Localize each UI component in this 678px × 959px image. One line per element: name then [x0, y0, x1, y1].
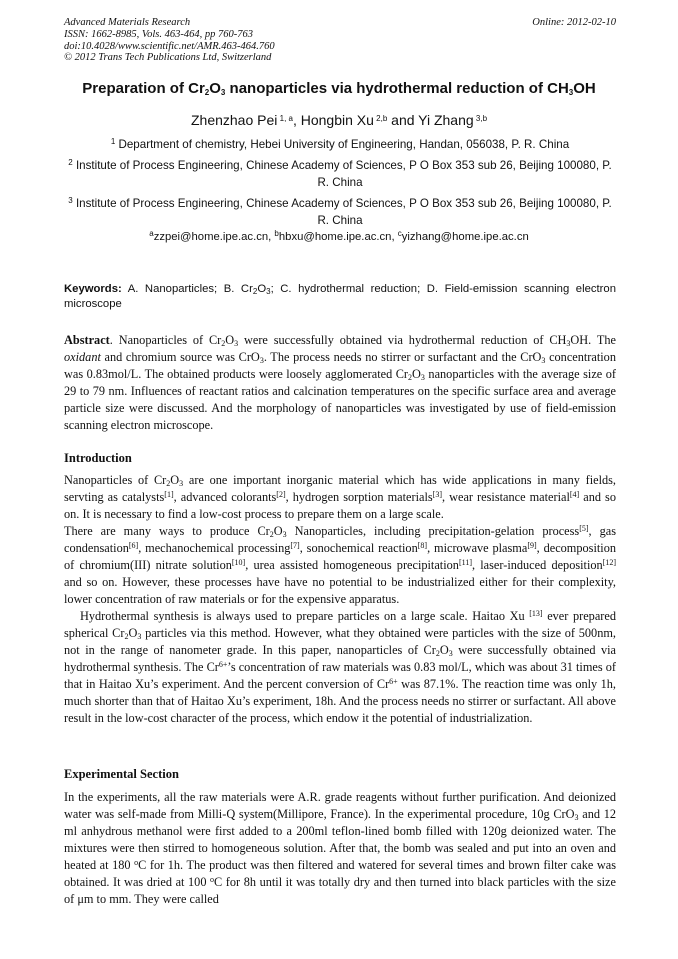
affiliation-1: $^1$ Department of chemistry, Hebei University of Engineering, Handan, 056038, P. R. China	[110, 137, 570, 151]
experimental-body	[64, 789, 616, 908]
experimental-heading: Experimental Section	[64, 767, 179, 781]
author-emails: $^a$zzpei@home.ipe.ac.cn, $^b$hbxu@home.ipe.ac.cn, $^c$yizhang@home.ipe.ac.cn	[149, 229, 529, 243]
journal-name: Advanced Materials Research	[64, 17, 191, 28]
intro-paragraph-1: Nanoparticles of $Cr_2O_3$ are one important inorganic material which has wide applications in many fields, servting as catalysts[1], advanced colorants[2], hydrogen sorption materials[3], wear resistance material[4] and so on. It is necessary to find a low-cost process to prepare them on a large scale.	[64, 473, 616, 521]
intro-paragraph-3: Hydrothermal synthesis is always used to prepare particles on a large scale. Haitao Xu [13] ever prepared spherical $Cr_2O_3$ particles via this method. However, what they obtained were particles with the size of 500nm, not in the range of nanometer grade. In this paper, nanoparticles of $Cr_2O_3$ were successfully obtained via hydrothermal synthesis. The $Cr^{6+}’s$ concentration of raw materials was 0.83 mol/L, which was about 31 times of that in Haitao Xu’s experiment. And the percent conversion of $Cr^{6+}$ was 87.1%. The reaction time was only 1h, much shorter than that of Haitao Xu’s experiment, 18h. And the process needs no stirrer or surfactant. All above result in the low-cost character of the process, which endow it the potential of industrialization.	[64, 609, 617, 725]
copyright-line: © 2012 Trans Tech Publications Ltd, Switzerland	[64, 52, 272, 64]
online-date: Online: 2012-02-10	[532, 17, 616, 28]
doi-line: doi:10.4028/www.scientific.net/AMR.463-464.760	[64, 40, 275, 52]
affiliation-3: $^3$ Institute of Process Engineering, Chinese Academy of Sciences, P O Box 353 sub 26, Beijing 100080, P. R. China	[68, 196, 612, 227]
author-list: Zhenzhao Pei $^{1, a}$, Hongbin Xu $^{2,b}$ and Yi Zhang $^{3,b}$	[190, 112, 488, 128]
abstract: Abstract. Nanoparticles of $Cr_2O_3$ were successfully obtained via hydrothermal reduction of $CH_3OH$. The oxidant and chromium source was CrO$_3$. The process needs no stirrer or surfactant and the CrO$_3$ concentration was 0.83mol/L. The obtained products were loosely agglomerated $Cr_2O_3$ nanoparticles with the average size of 29 to 79 nm. Influences of reactant ratios and calcination temperatures on the specific surface area and average particle size were discussed. And the morphology of nanoparticles was investigated by use of field-emission scanning electron microscope.	[64, 333, 616, 432]
journal-header	[64, 17, 275, 64]
experimental-paragraph-1: In the experiments, all the raw materials were A.R. grade reagents without further purification. And deionized water was self-made from Milli-Q system(Millipore, France). In the experimental procedure, 10g CrO$_3$ and 12 ml anhydrous methanol were first added to a 200ml teflon-lined bomb filled with 120g deionized water. The mixtures were then stirred to homogeneous solution. After that, the bomb was sealed and put into an oven and heated at 180 $^o$C for 1h. The product was then filtered and watered for several times and brown filter cake was obtained. It was dried at 100 $^o$C for 8h until it was totally dry and then turned into black particles with the size of μm to mm. They were called	[64, 790, 616, 906]
affiliation-2: $^2$ Institute of Process Engineering, Chinese Academy of Sciences, P O Box 353 sub 26, Beijing 100080, P. R. China	[68, 158, 612, 189]
keywords: Keywords: A. Nanoparticles; B. $Cr_2O_3$; C. hydrothermal reduction; D. Field-emission scanning electron microscope	[64, 283, 616, 310]
issn-line: ISSN: 1662-8985, Vols. 463-464, pp 760-763	[64, 28, 253, 40]
introduction-body	[64, 472, 616, 727]
paper-title: Preparation of $Cr_2O_3$ nanoparticles via hydrothermal reduction of $CH_3OH$	[82, 80, 596, 97]
intro-paragraph-2: There are many ways to produce $Cr_2O_3$ Nanoparticles, including precipitation-gelation process[5], gas condensation[6], mechanochemical processing[7], sonochemical reaction[8], microwave plasma[9], decomposition of chromium(III) nitrate solution[10], urea assisted homogeneous precipitation[11], laser-induced deposition[12] and so on. However, these processes have have no potential to be industrialized either for their complexity, lower concentration of raw materials or for the expensive apparatus.	[64, 524, 617, 606]
introduction-heading: Introduction	[64, 451, 132, 465]
